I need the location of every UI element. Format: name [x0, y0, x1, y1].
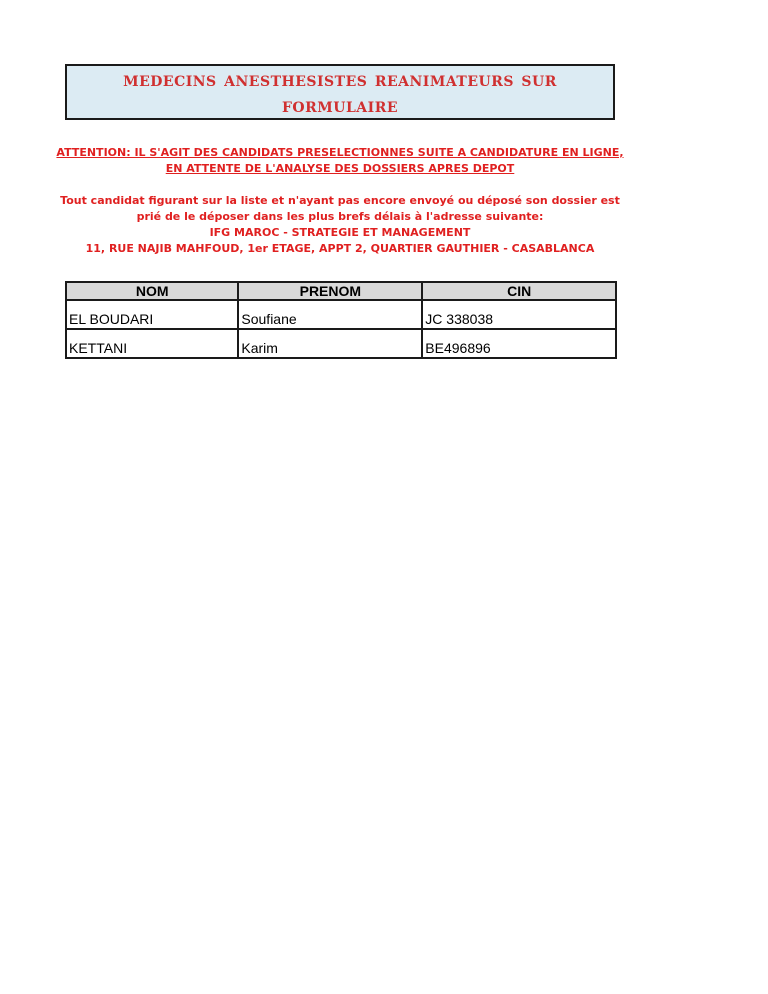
- header-prenom: PRENOM: [238, 282, 422, 300]
- header-nom: NOM: [66, 282, 238, 300]
- table-row: [66, 300, 616, 329]
- attention-notice: [40, 145, 640, 177]
- instructions-notice: [40, 193, 640, 257]
- cell-prenom: Soufiane: [238, 300, 422, 329]
- table-row: [66, 329, 616, 358]
- title-line-2: formulaire: [281, 93, 399, 117]
- table-header-row: [66, 282, 616, 300]
- candidates-table: [65, 281, 617, 359]
- attention-line-1: ATTENTION: IL S'AGIT DES CANDIDATS PRESELECTIONNES SUITE A CANDIDATURE EN LIGNE,: [56, 146, 624, 159]
- cell-nom: KETTANI: [66, 329, 238, 358]
- cell-prenom: Karim: [238, 329, 422, 358]
- title-box: [65, 64, 615, 120]
- header-cin: CIN: [422, 282, 616, 300]
- instructions-line-2: prié de le déposer dans les plus brefs délais à l'adresse suivante:: [136, 210, 544, 223]
- address-street: 11, RUE NAJIB MAHFOUD, 1er ETAGE, APPT 2, QUARTIER GAUTHIER - CASABLANCA: [85, 242, 595, 255]
- cell-nom: EL BOUDARI: [66, 300, 238, 329]
- cell-cin: JC 338038: [422, 300, 616, 329]
- address-company: IFG MAROC - STRATEGIE ET MANAGEMENT: [209, 226, 471, 239]
- instructions-line-1: Tout candidat figurant sur la liste et n'ayant pas encore envoyé ou déposé son dossier est: [60, 194, 620, 207]
- title-line-1: medecins anesthesistes reanimateurs sur: [123, 67, 557, 91]
- attention-line-2: EN ATTENTE DE L'ANALYSE DES DOSSIERS APRES DEPOT: [165, 162, 515, 175]
- cell-cin: BE496896: [422, 329, 616, 358]
